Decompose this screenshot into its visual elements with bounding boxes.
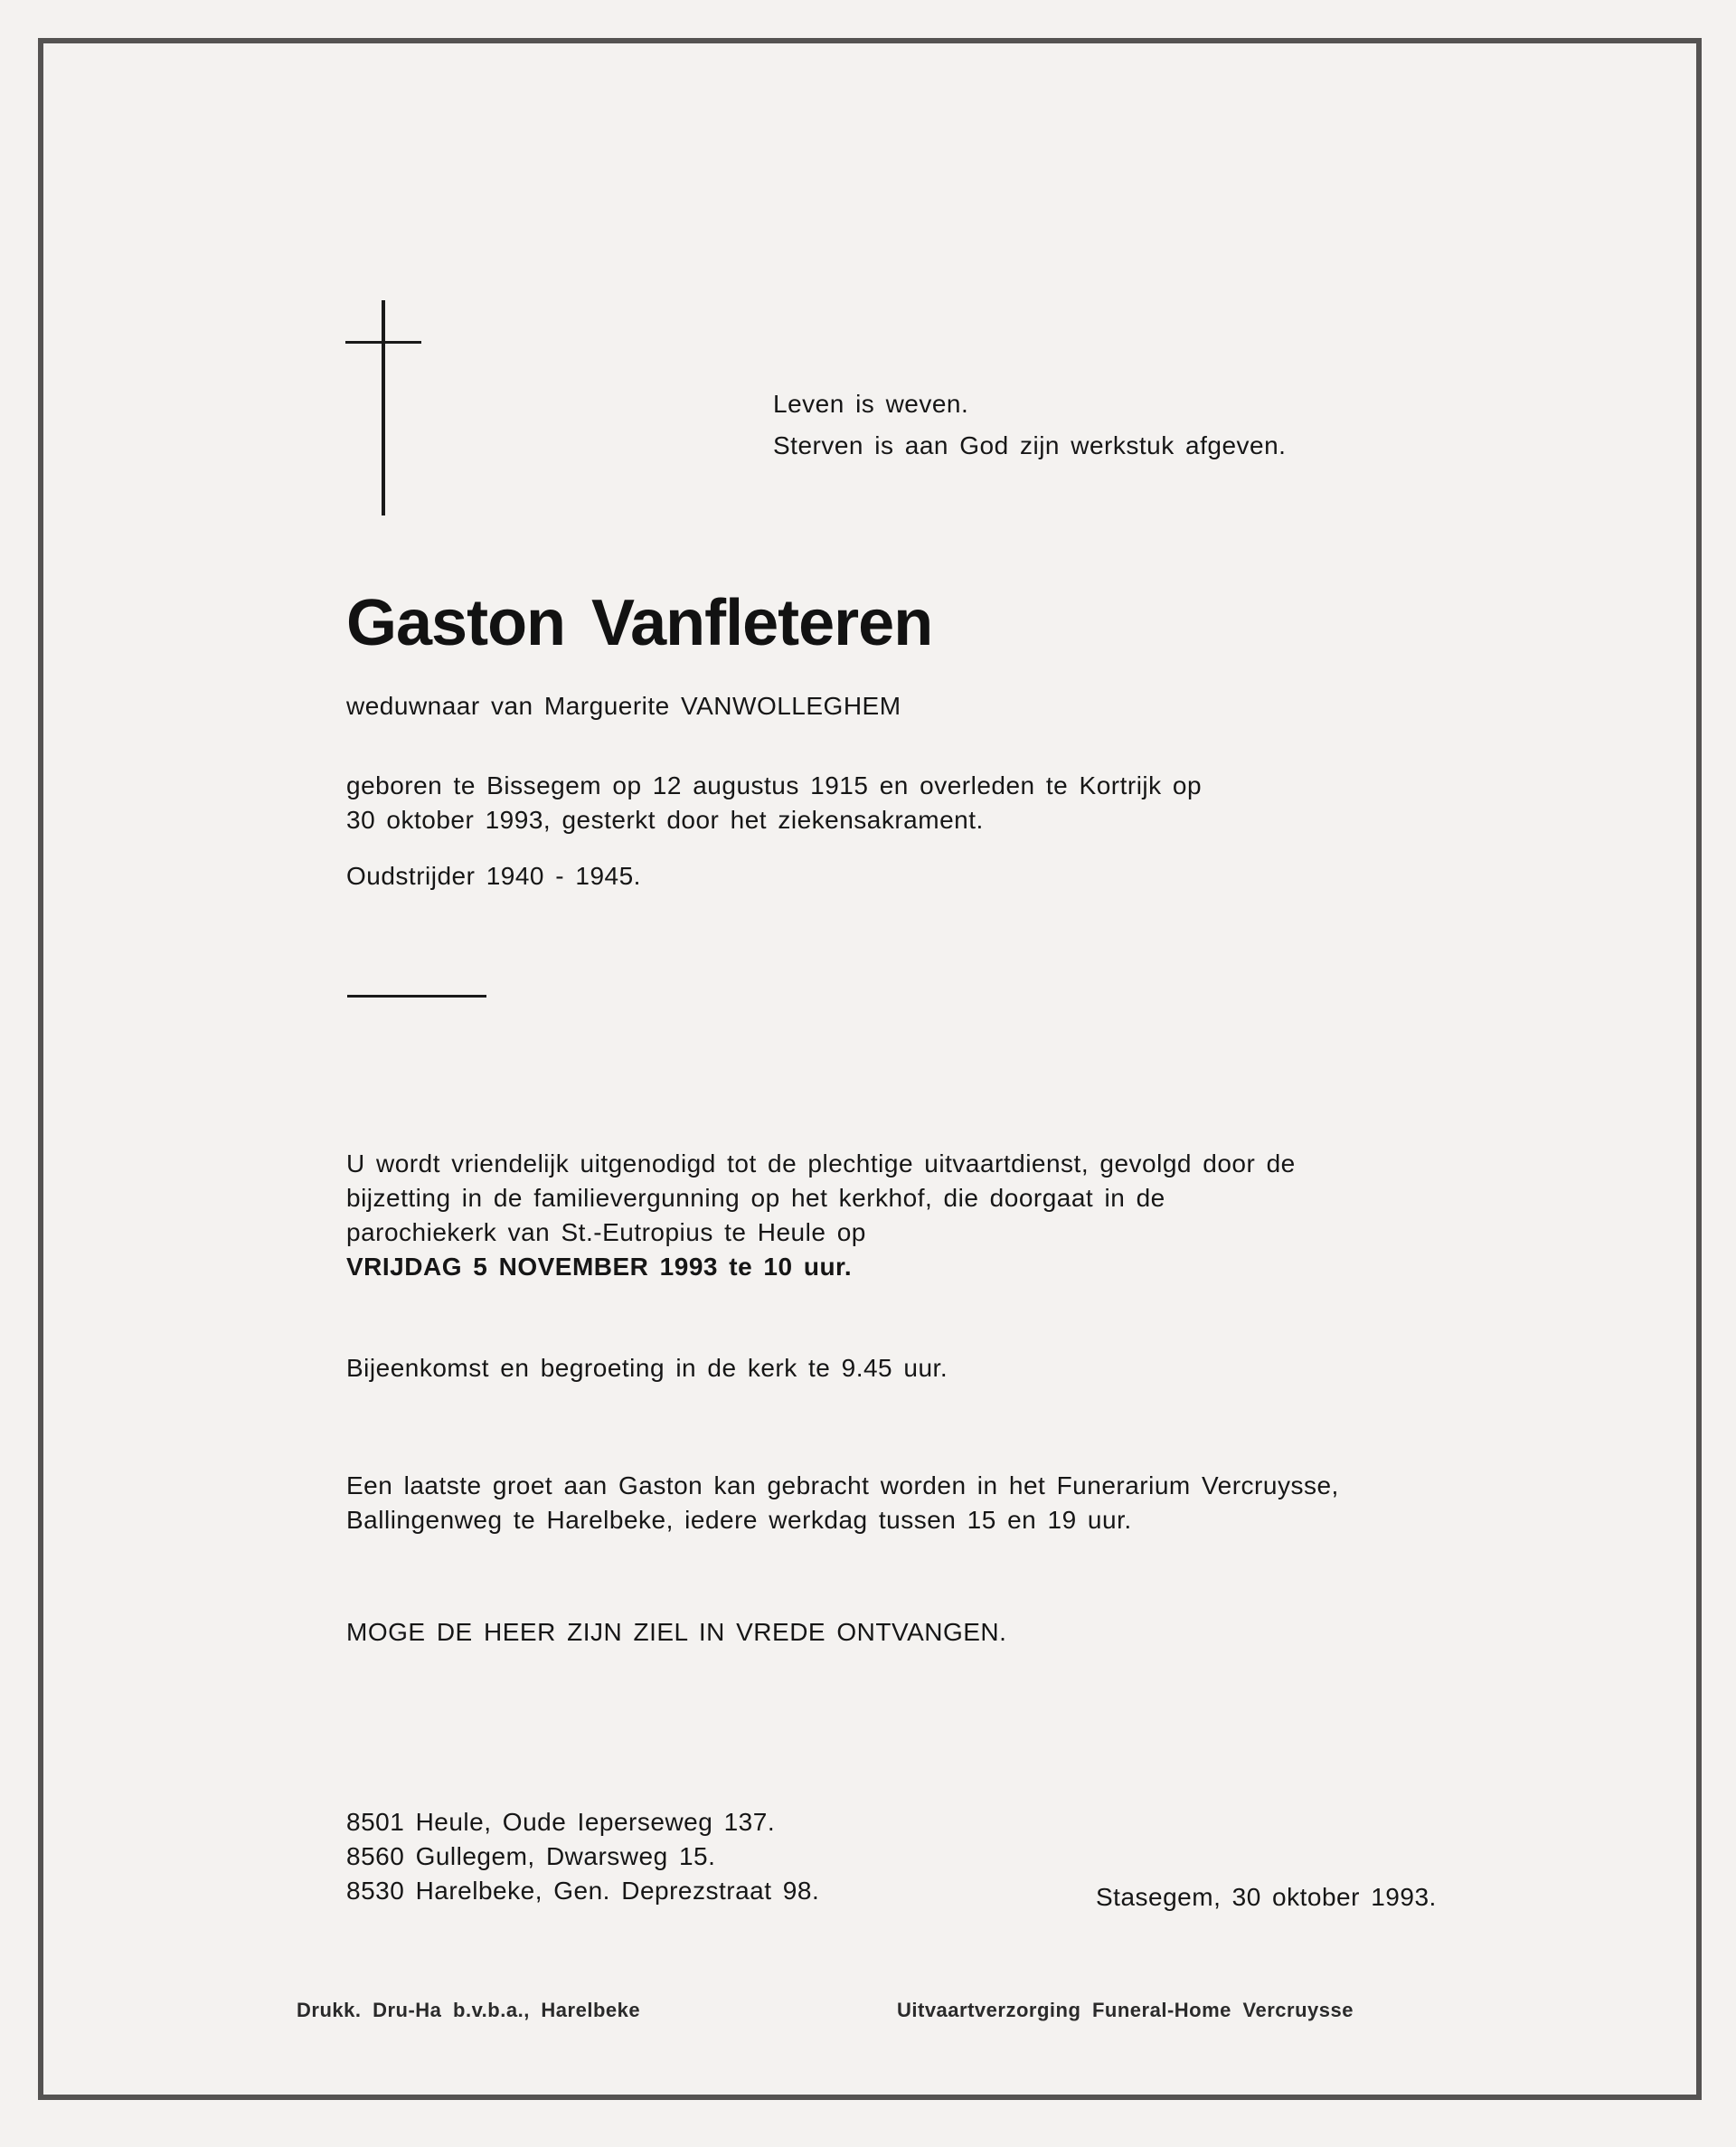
born-line-1: geboren te Bissegem op 12 augustus 1915 en overleden te Kortrijk op bbox=[346, 771, 1203, 799]
cross-icon bbox=[345, 300, 421, 515]
service-date: VRIJDAG 5 NOVEMBER 1993 te 10 uur. bbox=[346, 1253, 853, 1281]
motto-line-1: Leven is weven. bbox=[773, 390, 969, 418]
address-item: 8501 Heule, Oude Ieperseweg 137. bbox=[346, 1808, 776, 1836]
family-addresses bbox=[346, 1805, 819, 1908]
gathering-note: Bijeenkomst en begroeting in de kerk te 9.45 uur. bbox=[346, 1354, 948, 1382]
birth-death-details bbox=[346, 769, 1202, 837]
invite-line-2: bijzetting in de familievergunning op het kerkhof, die doorgaat in de bbox=[346, 1184, 1165, 1212]
invite-line-3: parochiekerk van St.-Eutropius te Heule op bbox=[346, 1218, 866, 1246]
funeral-home-credit: Uitvaartverzorging Funeral-Home Vercruysse bbox=[897, 1999, 1354, 2021]
motto bbox=[773, 383, 1286, 467]
closing-prayer: MOGE DE HEER ZIJN ZIEL IN VREDE ONTVANGEN. bbox=[346, 1618, 1007, 1646]
veteran-line: Oudstrijder 1940 - 1945. bbox=[346, 862, 641, 890]
farewell-line-2: Ballingenweg te Harelbeke, iedere werkdag tussen 15 en 19 uur. bbox=[346, 1506, 1132, 1534]
funeral-invitation bbox=[346, 1147, 1296, 1284]
place-and-date: Stasegem, 30 oktober 1993. bbox=[1096, 1883, 1437, 1911]
born-line-2: 30 oktober 1993, gesterkt door het ziekensakrament. bbox=[346, 806, 984, 834]
address-item: 8530 Harelbeke, Gen. Deprezstraat 98. bbox=[346, 1877, 820, 1905]
motto-line-2: Sterven is aan God zijn werkstuk afgeven. bbox=[773, 431, 1287, 459]
divider bbox=[347, 995, 486, 998]
address-item: 8560 Gullegem, Dwarsweg 15. bbox=[346, 1842, 716, 1870]
card-border bbox=[38, 38, 1702, 2100]
deceased-name: Gaston Vanfleteren bbox=[346, 587, 933, 659]
printer-credit: Drukk. Dru-Ha b.v.b.a., Harelbeke bbox=[297, 1999, 641, 2021]
invite-line-1: U wordt vriendelijk uitgenodigd tot de plechtige uitvaartdienst, gevolgd door de bbox=[346, 1149, 1296, 1178]
farewell-note bbox=[346, 1469, 1339, 1537]
farewell-line-1: Een laatste groet aan Gaston kan gebracht worden in het Funerarium Vercruysse, bbox=[346, 1471, 1339, 1499]
widower-line: weduwnaar van Marguerite VANWOLLEGHEM bbox=[346, 692, 901, 720]
